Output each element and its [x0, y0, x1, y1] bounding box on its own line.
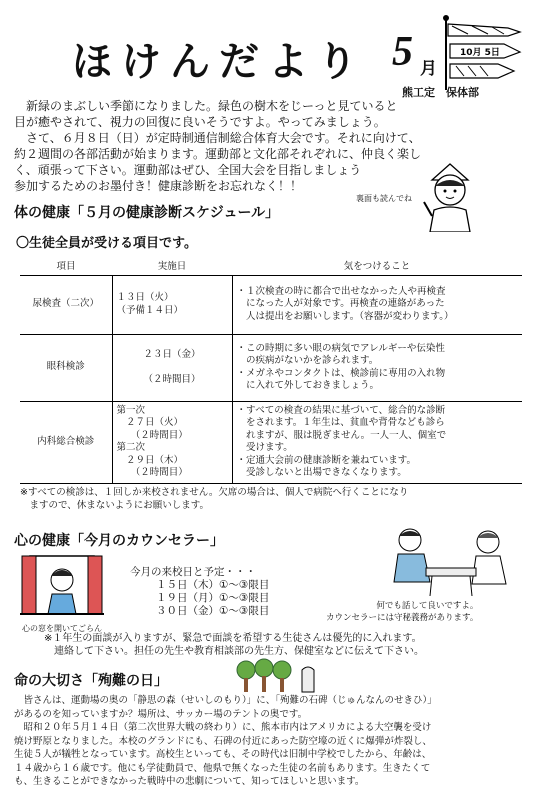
date-cell [112, 334, 232, 401]
note-line: 受診しないと出場できなくなります。 [236, 467, 407, 478]
intro-line: 参加するためのお墨付き！健康診断をお忘れなく！！ [14, 179, 303, 193]
column-header: 項目 [20, 260, 112, 275]
intro-line: 目が癒やされて、視力の回復に良いそうですよ。やってみましょう。 [14, 115, 386, 129]
intro-line: さて、６月８日（日）が定時制通信制総合体育大会です。それに向けて、 [14, 131, 421, 145]
note-line: ・すべての検査の結果に基づいて、総合的な診断 [236, 404, 446, 416]
date-line: ２９日（木） [116, 454, 184, 466]
newsletter-title: ほけんだより [72, 38, 366, 85]
counseling-illustration-icon [380, 522, 520, 598]
month-number: 5 [392, 29, 413, 75]
intro-line: 新緑のまぶしい季節になりました。緑色の樹木をじーっと見ていると [14, 99, 398, 113]
item-cell: 眼科検診 [20, 334, 112, 401]
counselor-notice [44, 632, 524, 658]
trees-and-monument-icon [236, 658, 322, 694]
table-row [20, 275, 522, 334]
mind-health-heading: 心の健康「今月のカウンセラー」 [14, 533, 224, 549]
note-line: れますが、服は脱ぎません。一人一人、個室で [236, 429, 447, 441]
intro-line: 約２週間の各部活動が始まります。運動部と文化部それぞれに、仲良く楽し [14, 147, 422, 161]
date-cell [112, 401, 232, 483]
life-line: があるのを知っていますか？場所は、サッカー場のテントの奥です。 [14, 708, 308, 720]
column-header: 実施日 [112, 260, 232, 275]
body-health-subheading: 〇生徒全員が受ける項目です。 [16, 236, 197, 251]
flag-text: 10月 5日 [460, 48, 500, 58]
schedule-line: １５日（木）①～③限目 [156, 579, 270, 591]
caption-line: カウンセラーには守秘義務があります。 [326, 613, 479, 623]
table-row [20, 334, 522, 401]
date-line: ２７日（火） [116, 417, 184, 428]
date-line: １３日（火） [116, 292, 174, 303]
date-line: ２３日（金） [143, 349, 201, 360]
counselor-schedule [130, 566, 269, 618]
note-line: 人は提出をお願いします。（容器が変わります。） [236, 310, 454, 322]
item-cell: 内科総合検診 [20, 401, 112, 483]
counselor-caption [326, 600, 478, 624]
nurse-illustration-icon [418, 160, 482, 232]
footnote-line: ますので、休まないようにお願いします。 [20, 500, 210, 511]
note-line: をされます。１年生は、貧血や背骨なども診ら [236, 417, 445, 428]
life-line: １４歳から１６歳です。他にも学徒動員で、他県で無くなった生徒の名前もあります。生きたくて [14, 762, 431, 774]
life-text [14, 694, 524, 789]
schedule-footnote [20, 486, 522, 512]
note-line: に入れて外しておきましょう。 [236, 380, 380, 391]
month-kanji: 月 [420, 59, 437, 79]
body-health-heading: 体の健康「５月の健康診断スケジュール」 [14, 205, 280, 221]
carp-streamer-icon [438, 14, 530, 92]
note-line: ・この時期に多い眼の病気でアレルギーや伝染性 [236, 342, 445, 354]
table-row [20, 401, 522, 483]
note-line: ・メガネやコンタクトは、検診前に専用の入れ物 [236, 367, 446, 379]
school-name: 熊工定 保体部 [402, 86, 479, 99]
schedule-title: 今月の来校日と予定・・・ [130, 566, 256, 578]
note-line: ・１次検査の時に都合で出せなかった人や再検査 [236, 285, 446, 297]
notice-line: ※１年生の面談が入りますが、緊急で面談を希望する生徒さんは優先的に入れます。 [44, 633, 422, 644]
date-cell [112, 275, 232, 334]
note-line: 受けます。 [236, 442, 293, 453]
notes-cell [232, 401, 522, 483]
read-back-note: 裏面も読んでね [356, 194, 412, 203]
date-line: （予備１４日） [116, 304, 184, 316]
column-header: 気をつけること [232, 260, 522, 275]
life-line: 焼け野原となりました。本校のグランドにも、石碑の付近にあった防空壕の近くに爆弾が炸裂し、 [14, 735, 432, 747]
date-line: （２時間目） [143, 373, 201, 385]
intro-line: く、頑張って下さい。運動部はぜひ、全国大会を目指しましょう [14, 163, 362, 177]
note-line: ・定通大会前の健康診断を兼ねています。 [236, 454, 417, 466]
life-heading: 命の大切さ「殉難の日」 [14, 673, 168, 689]
life-line: も、生きることができなかった戦時中の悲劇について、知ってほしいと思います。 [14, 776, 365, 787]
note-line: の疾病がないかを診られます。 [236, 355, 379, 366]
note-line: になった人が対象です。再検査の連絡があった [236, 298, 445, 310]
date-line [117, 362, 228, 374]
schedule-line: ３０日（金）①～③限目 [156, 605, 270, 617]
footnote-line: ※すべての検診は、１回しか来校されません。欠席の場合は、個人で病院へ行くことになり [20, 487, 409, 498]
notes-cell [232, 334, 522, 401]
date-line: （２時間目） [116, 429, 188, 441]
life-line: 生徒５人が犠牲となっています。高校生といっても、その時代は旧制中学校でしたから、年齢は、 [14, 749, 432, 760]
notice-line: 連絡して下さい。担任の先生や教育相談部の先生方、保健室などに伝えて下さい。 [44, 646, 424, 657]
date-line: （２時間目） [116, 467, 188, 478]
life-line: 昭和２０年５月１４日（第二次世界大戦の終わり）に、熊本市内はアメリカによる大空襲を受け [14, 722, 432, 733]
date-line: 第一次 [116, 404, 146, 416]
life-line: 皆さんは、運動場の奥の「静思の森（せいしのもり）」に、「殉難の石碑（じゅんなんのせきひ）」 [14, 695, 437, 706]
window-caption: 心の窓を開いてごらん [22, 624, 102, 633]
schedule-line: １９日（月）①～③限目 [156, 592, 270, 604]
caption-line: 何でも話して良いですよ。 [376, 601, 479, 611]
notes-cell [232, 275, 522, 334]
item-cell: 尿検査（二次） [20, 275, 112, 334]
date-line: 第二次 [116, 442, 146, 453]
open-window-illustration-icon [20, 552, 104, 620]
checkup-schedule-table [20, 260, 522, 484]
